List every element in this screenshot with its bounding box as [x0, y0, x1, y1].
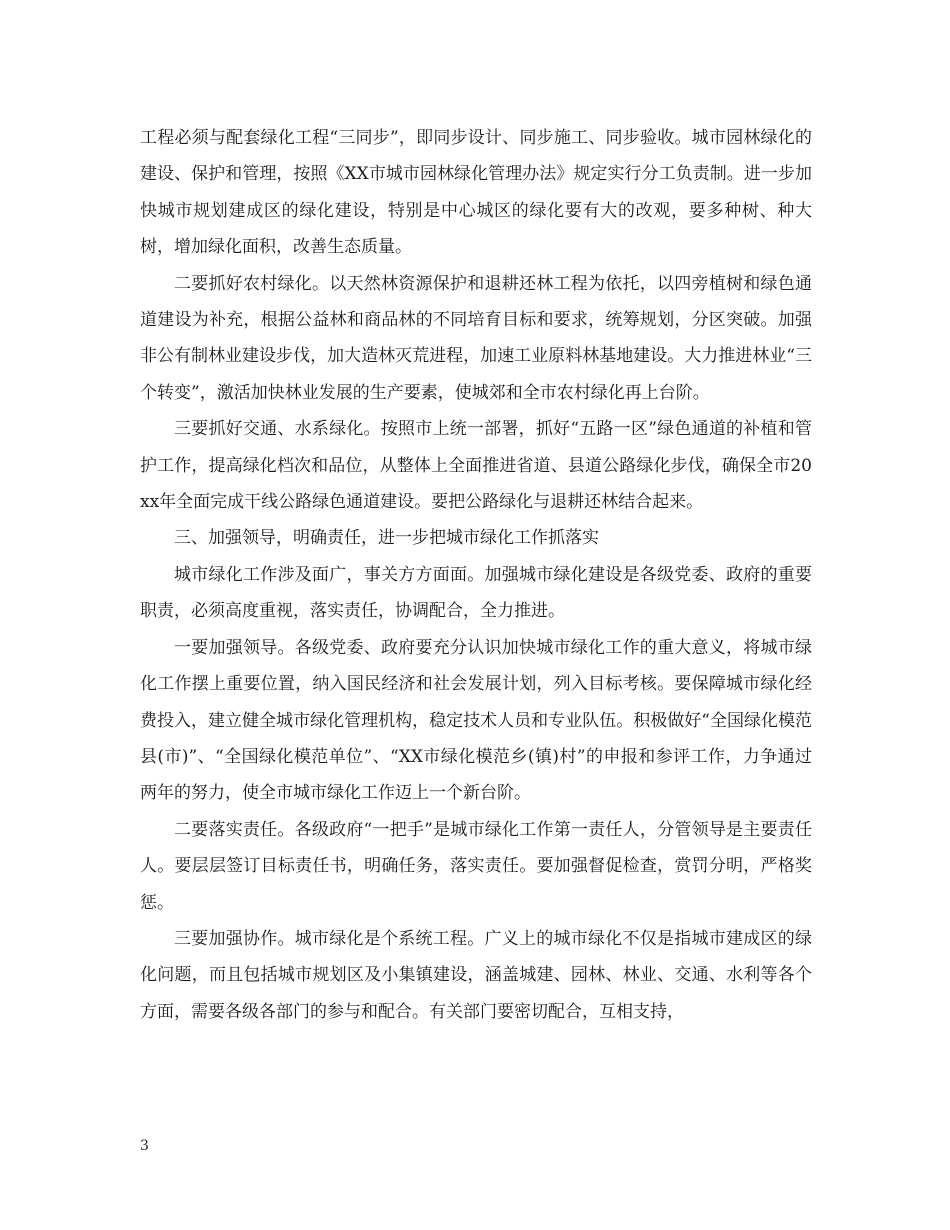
paragraph: 三要加强协作。城市绿化是个系统工程。广义上的城市绿化不仅是指城市建成区的绿化问题，而且包括城市规划区及小集镇建设，涵盖城建、园林、林业、交通、水利等各个方面，需要各级各部门的参与和配合。有关部门要密切配合，互相支持，: [140, 928, 812, 1022]
paragraph: 一要加强领导。各级党委、政府要充分认识加快城市绿化工作的重大意义，将城市绿化工作摆上重要位置，纳入国民经济和社会发展计划，列入目标考核。要保障城市绿化经费投入，建立健全城市绿化管理机构，稳定技术人员和专业队伍。积极做好“全国绿化模范县(市)”、“全国绿化模范单位”、“XX市绿化模范乡(镇)村”的申报和参评工作，力争通过两年的努力，使全市城市绿化工作迈上一个新台阶。: [140, 637, 812, 804]
document-body: [140, 120, 812, 1030]
paragraph: 三要抓好交通、水系绿化。按照市上统一部署，抓好“五路一区”绿色通道的补植和管护工作，提高绿化档次和品位，从整体上全面推进省道、县道公路绿化步伐，确保全市20xx年全面完成干线公路绿色通道建设。要把公路绿化与退耕还林结合起来。: [140, 419, 812, 513]
section-heading: 三、加强领导，明确责任，进一步把城市绿化工作抓落实: [174, 528, 599, 549]
page-number: 3: [140, 1138, 149, 1154]
paragraph: 二要抓好农村绿化。以天然林资源保护和退耕还林工程为依托，以四旁植树和绿色通道建设为补充，根据公益林和商品林的不同培育目标和要求，统筹规划，分区突破。加强非公有制林业建设步伐，加大造林灭荒进程，加速工业原料林基地建设。大力推进林业“三个转变”，激活加快林业发展的生产要素，使城郊和全市农村绿化再上台阶。: [140, 273, 812, 403]
paragraph: 城市绿化工作涉及面广，事关方方面面。加强城市绿化建设是各级党委、政府的重要职责，必须高度重视，落实责任，协调配合，全力推进。: [140, 564, 812, 622]
paragraph: 工程必须与配套绿化工程“三同步”，即同步设计、同步施工、同步验收。城市园林绿化的建设、保护和管理，按照《XX市城市园林绿化管理办法》规定实行分工负责制。进一步加快城市规划建成区的绿化建设，特别是中心城区的绿化要有大的改观，要多种树、种大树，增加绿化面积，改善生态质量。: [140, 128, 812, 258]
paragraph: 二要落实责任。各级政府“一把手”是城市绿化工作第一责任人，分管领导是主要责任人。要层层签订目标责任书，明确任务，落实责任。要加强督促检查，赏罚分明，严格奖惩。: [140, 819, 812, 913]
